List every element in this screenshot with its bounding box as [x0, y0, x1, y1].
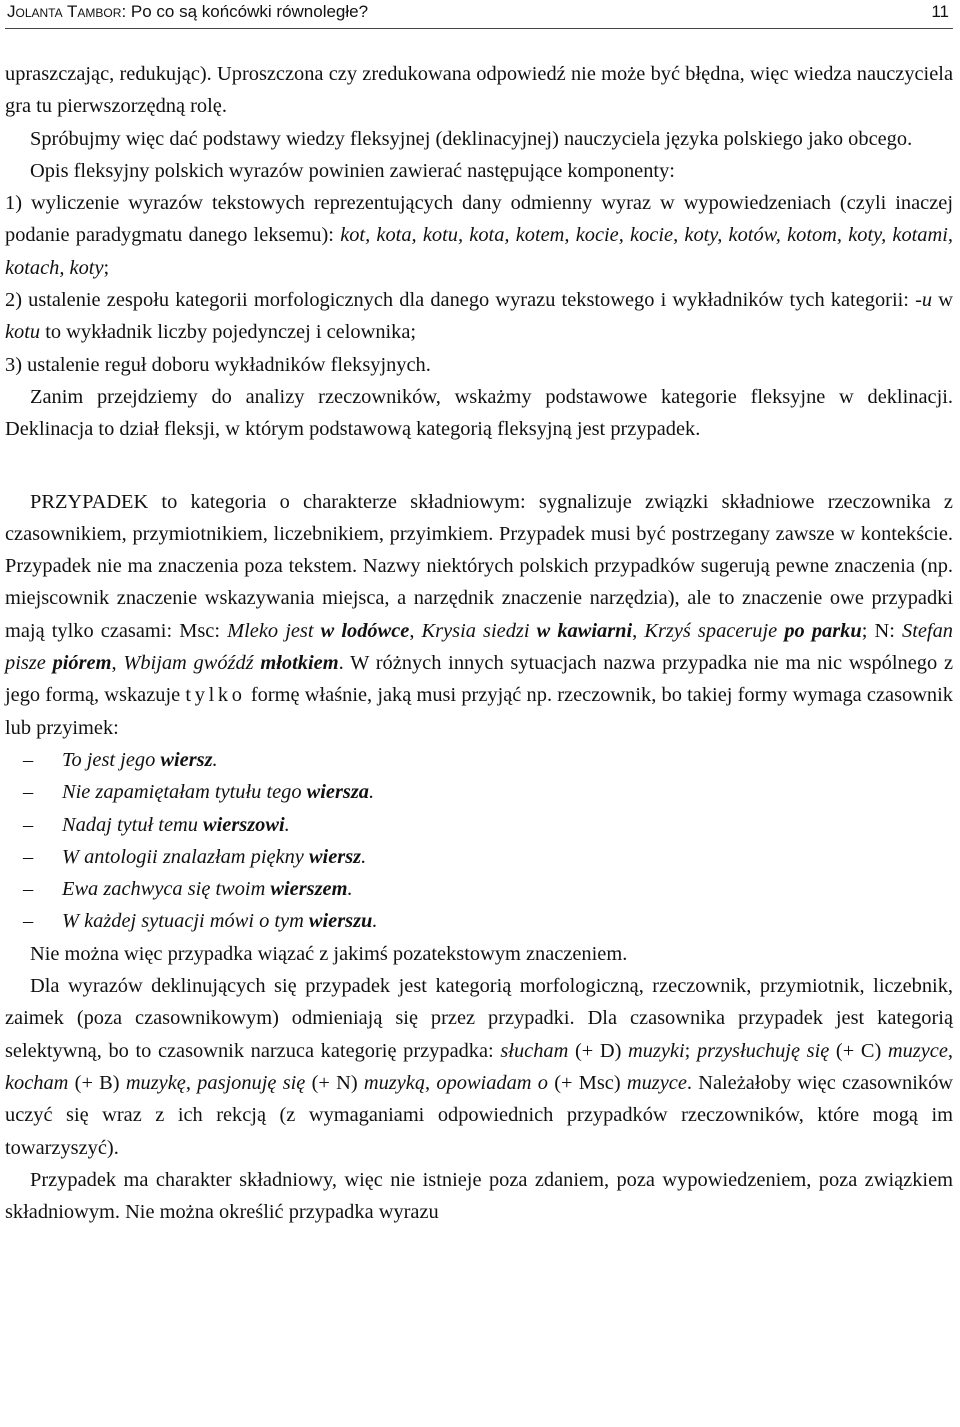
- example-italic: Mleko jest: [227, 619, 321, 642]
- example-italic: W antologii znalazłam piękny: [62, 845, 309, 868]
- header-rule: [5, 28, 953, 29]
- text-run: Przypadek ma charakter składniowy, więc nie istnieje poza zdaniem, poza wypowiedzeniem, poza związkiem składniowym. Nie można określić przypadka wyrazu: [5, 1168, 953, 1224]
- example-italic: .: [212, 748, 218, 771]
- italic-term: pasjonuję się: [197, 1071, 306, 1094]
- text-run: formę właśnie, jaką musi przyjąć np. rzeczownik, bo takiej formy wymaga czasownik lub przyimek:: [5, 684, 953, 739]
- example-bold: w lodówce: [320, 619, 410, 642]
- text-run: ;: [103, 256, 110, 279]
- example-bold: wiersz: [308, 845, 362, 868]
- example-italic: .: [361, 845, 367, 868]
- text-run: (+ D): [568, 1039, 629, 1062]
- spaced-emphasis: tylko: [185, 684, 246, 707]
- paragraph: [5, 1164, 953, 1229]
- example-bold: wiersz: [160, 748, 213, 771]
- text-run: ,: [425, 1071, 437, 1094]
- text-run: to wykładnik liczby pojedynczej i celownika;: [40, 321, 417, 344]
- example-item: [5, 776, 953, 808]
- text-run: ,: [632, 619, 645, 642]
- example-italic: Nie zapamiętałam tytułu tego: [62, 781, 307, 804]
- list-item: [5, 284, 953, 349]
- italic-term: muzyce: [626, 1071, 687, 1094]
- example-bold: wierszem: [270, 878, 348, 901]
- text-run: ,: [409, 619, 422, 642]
- paragraph: [5, 486, 953, 744]
- text-run: (+ Msc): [547, 1071, 627, 1094]
- italic-term: kotu: [5, 321, 41, 344]
- dash-bullet: –: [23, 910, 34, 933]
- text-run: Spróbujmy więc dać podstawy wiedzy fleksyjnej (deklinacyjnej) nauczyciela języka polskiego jako obcego.: [30, 127, 913, 150]
- example-item: [5, 905, 953, 937]
- page-number: 11: [931, 2, 949, 21]
- italic-term: muzyce: [887, 1039, 948, 1062]
- list-item: [5, 187, 953, 284]
- example-item: [5, 809, 953, 841]
- italic-term: -u: [915, 289, 933, 312]
- example-italic: Stefan pisze: [5, 619, 953, 675]
- example-bold: wierszowi: [203, 813, 285, 836]
- paragraph: [5, 381, 953, 446]
- section-gap: [5, 446, 953, 486]
- paragraph: [5, 970, 953, 1164]
- text-run: (+ N): [305, 1071, 364, 1094]
- text-run: 2) ustalenie zespołu kategorii morfologicznych dla danego wyrazu tekstowego i wykładników tych kategorii:: [5, 289, 916, 312]
- example-bold: młotkiem: [260, 652, 339, 675]
- example-item: [5, 841, 953, 873]
- example-bold: w kawiarni: [536, 619, 633, 642]
- italic-term: muzykę: [125, 1071, 186, 1094]
- dash-bullet: –: [23, 813, 34, 836]
- dash-bullet: –: [23, 781, 34, 804]
- example-bold: wiersza: [306, 781, 369, 804]
- example-italic: .: [372, 910, 378, 933]
- text-run: 3) ustalenie reguł doboru wykładników fleksyjnych.: [5, 353, 431, 376]
- dash-bullet: –: [23, 748, 34, 771]
- example-item: [5, 744, 953, 776]
- paragraph: [5, 155, 953, 187]
- italic-term: muzyką: [363, 1071, 426, 1094]
- text-run: (+ C): [829, 1039, 888, 1062]
- text-run: PRZYPADEK to kategoria o charakterze składniowym: sygnalizuje związki składniowe rzeczownika z czasownikiem, przymiotnikiem, liczebnikiem, przyimkiem. Przypadek musi być postrzegany zawsze w kontekście. Przypadek nie ma znaczenia poza tekstem. Nazwy niektórych polskich przypadków sugerują pewne znaczenia (np. miejscownik znaczenie wskazywania miejsca, a narzędnik znaczenie narzędzia), ale to znaczenie owe przypadki mają tylko czasami: Msc:: [5, 490, 953, 642]
- italic-term: opowiadam o: [436, 1071, 548, 1094]
- paragraph: [5, 58, 953, 123]
- text-run: ,: [111, 652, 124, 675]
- text-run: Zanim przejdziemy do analizy rzeczowników, wskażmy podstawowe kategorie fleksyjne w deklinacji. Deklinacja to dział fleksji, w którym podstawową kategorią fleksyjną jest przypadek.: [5, 385, 953, 441]
- example-bold: piórem: [52, 652, 112, 675]
- example-italic: Nadaj tytuł temu: [62, 813, 204, 836]
- example-italic: Krysia siedzi: [421, 619, 537, 642]
- text-run: 1) wyliczenie wyrazów tekstowych reprezentujących dany odmienny wyraz w wypowiedzeniach (czyli inaczej podanie paradygmatu danego leksemu):: [5, 192, 953, 247]
- italic-term: muzyki: [628, 1039, 685, 1062]
- text-run: Dla wyrazów deklinujących się przypadek jest kategorią morfologiczną, rzeczownik, przymiotnik, liczebnik, zaimek (poza czasownikowym) odmieniają się przez przypadki. Dla czasownika przypadek jest kategorią selektywną, bo to czasownik narzuca kategorię przypadka:: [5, 975, 953, 1062]
- paragraph: [5, 123, 953, 155]
- example-italic: .: [347, 878, 353, 901]
- example-italic: .: [369, 781, 375, 804]
- example-bold: po parku: [784, 619, 862, 642]
- text-run: Opis fleksyjny polskich wyrazów powinien zawierać następujące komponenty:: [30, 159, 675, 182]
- text-run: w: [932, 289, 953, 312]
- example-bold: wierszu: [308, 910, 373, 933]
- body-text: [5, 58, 953, 1228]
- text-run: ; N:: [861, 619, 902, 642]
- header-author: Jolanta Tambor: [7, 2, 122, 21]
- dash-bullet: –: [23, 878, 34, 901]
- italic-term: słucham: [500, 1039, 569, 1062]
- text-run: ,: [185, 1071, 198, 1094]
- text-run: ,: [947, 1039, 953, 1062]
- header-title: Po co są końcówki równoległe?: [130, 2, 369, 21]
- example-italic: Krzyś spaceruje: [644, 619, 785, 642]
- paradigm-forms: kot, kota, kotu, kota, kotem, kocie, kocie, koty, kotów, kotom, koty, kotami, kotach, koty: [5, 224, 953, 279]
- text-run: . Należałoby więc czasowników uczyć się wraz z ich rekcją (z wymaganiami odpowiednich przypadków rzeczowników, które mogą im towarzyszyć).: [5, 1071, 954, 1159]
- text-run: (+ B): [68, 1071, 126, 1094]
- example-item: [5, 873, 953, 905]
- example-italic: W każdej sytuacji mówi o tym: [62, 910, 309, 933]
- italic-term: przysłuchuję się: [696, 1039, 830, 1062]
- text-run: ;: [684, 1039, 697, 1062]
- header-separator: :: [121, 2, 131, 21]
- text-run: upraszczając, redukując). Uproszczona czy zredukowana odpowiedź nie może być błędna, więc wiedza nauczyciela gra tu pierwszorzędną rolę.: [5, 63, 953, 118]
- italic-term: kocham: [5, 1071, 69, 1094]
- text-run: . W różnych innych sytuacjach nazwa przypadka nie ma nic wspólnego z jego formą, wskazuje: [5, 652, 954, 707]
- example-italic: Ewa zachwyca się twoim: [62, 878, 271, 901]
- example-italic: .: [284, 813, 290, 836]
- running-header: [7, 0, 953, 28]
- paragraph: [5, 938, 953, 970]
- example-italic: To jest jego: [62, 748, 161, 771]
- text-run: Nie można więc przypadka wiązać z jakimś pozatekstowym znaczeniem.: [30, 942, 628, 965]
- example-italic: Wbijam gwóźdź: [123, 652, 261, 675]
- dash-bullet: –: [23, 845, 34, 868]
- list-item: [5, 349, 953, 381]
